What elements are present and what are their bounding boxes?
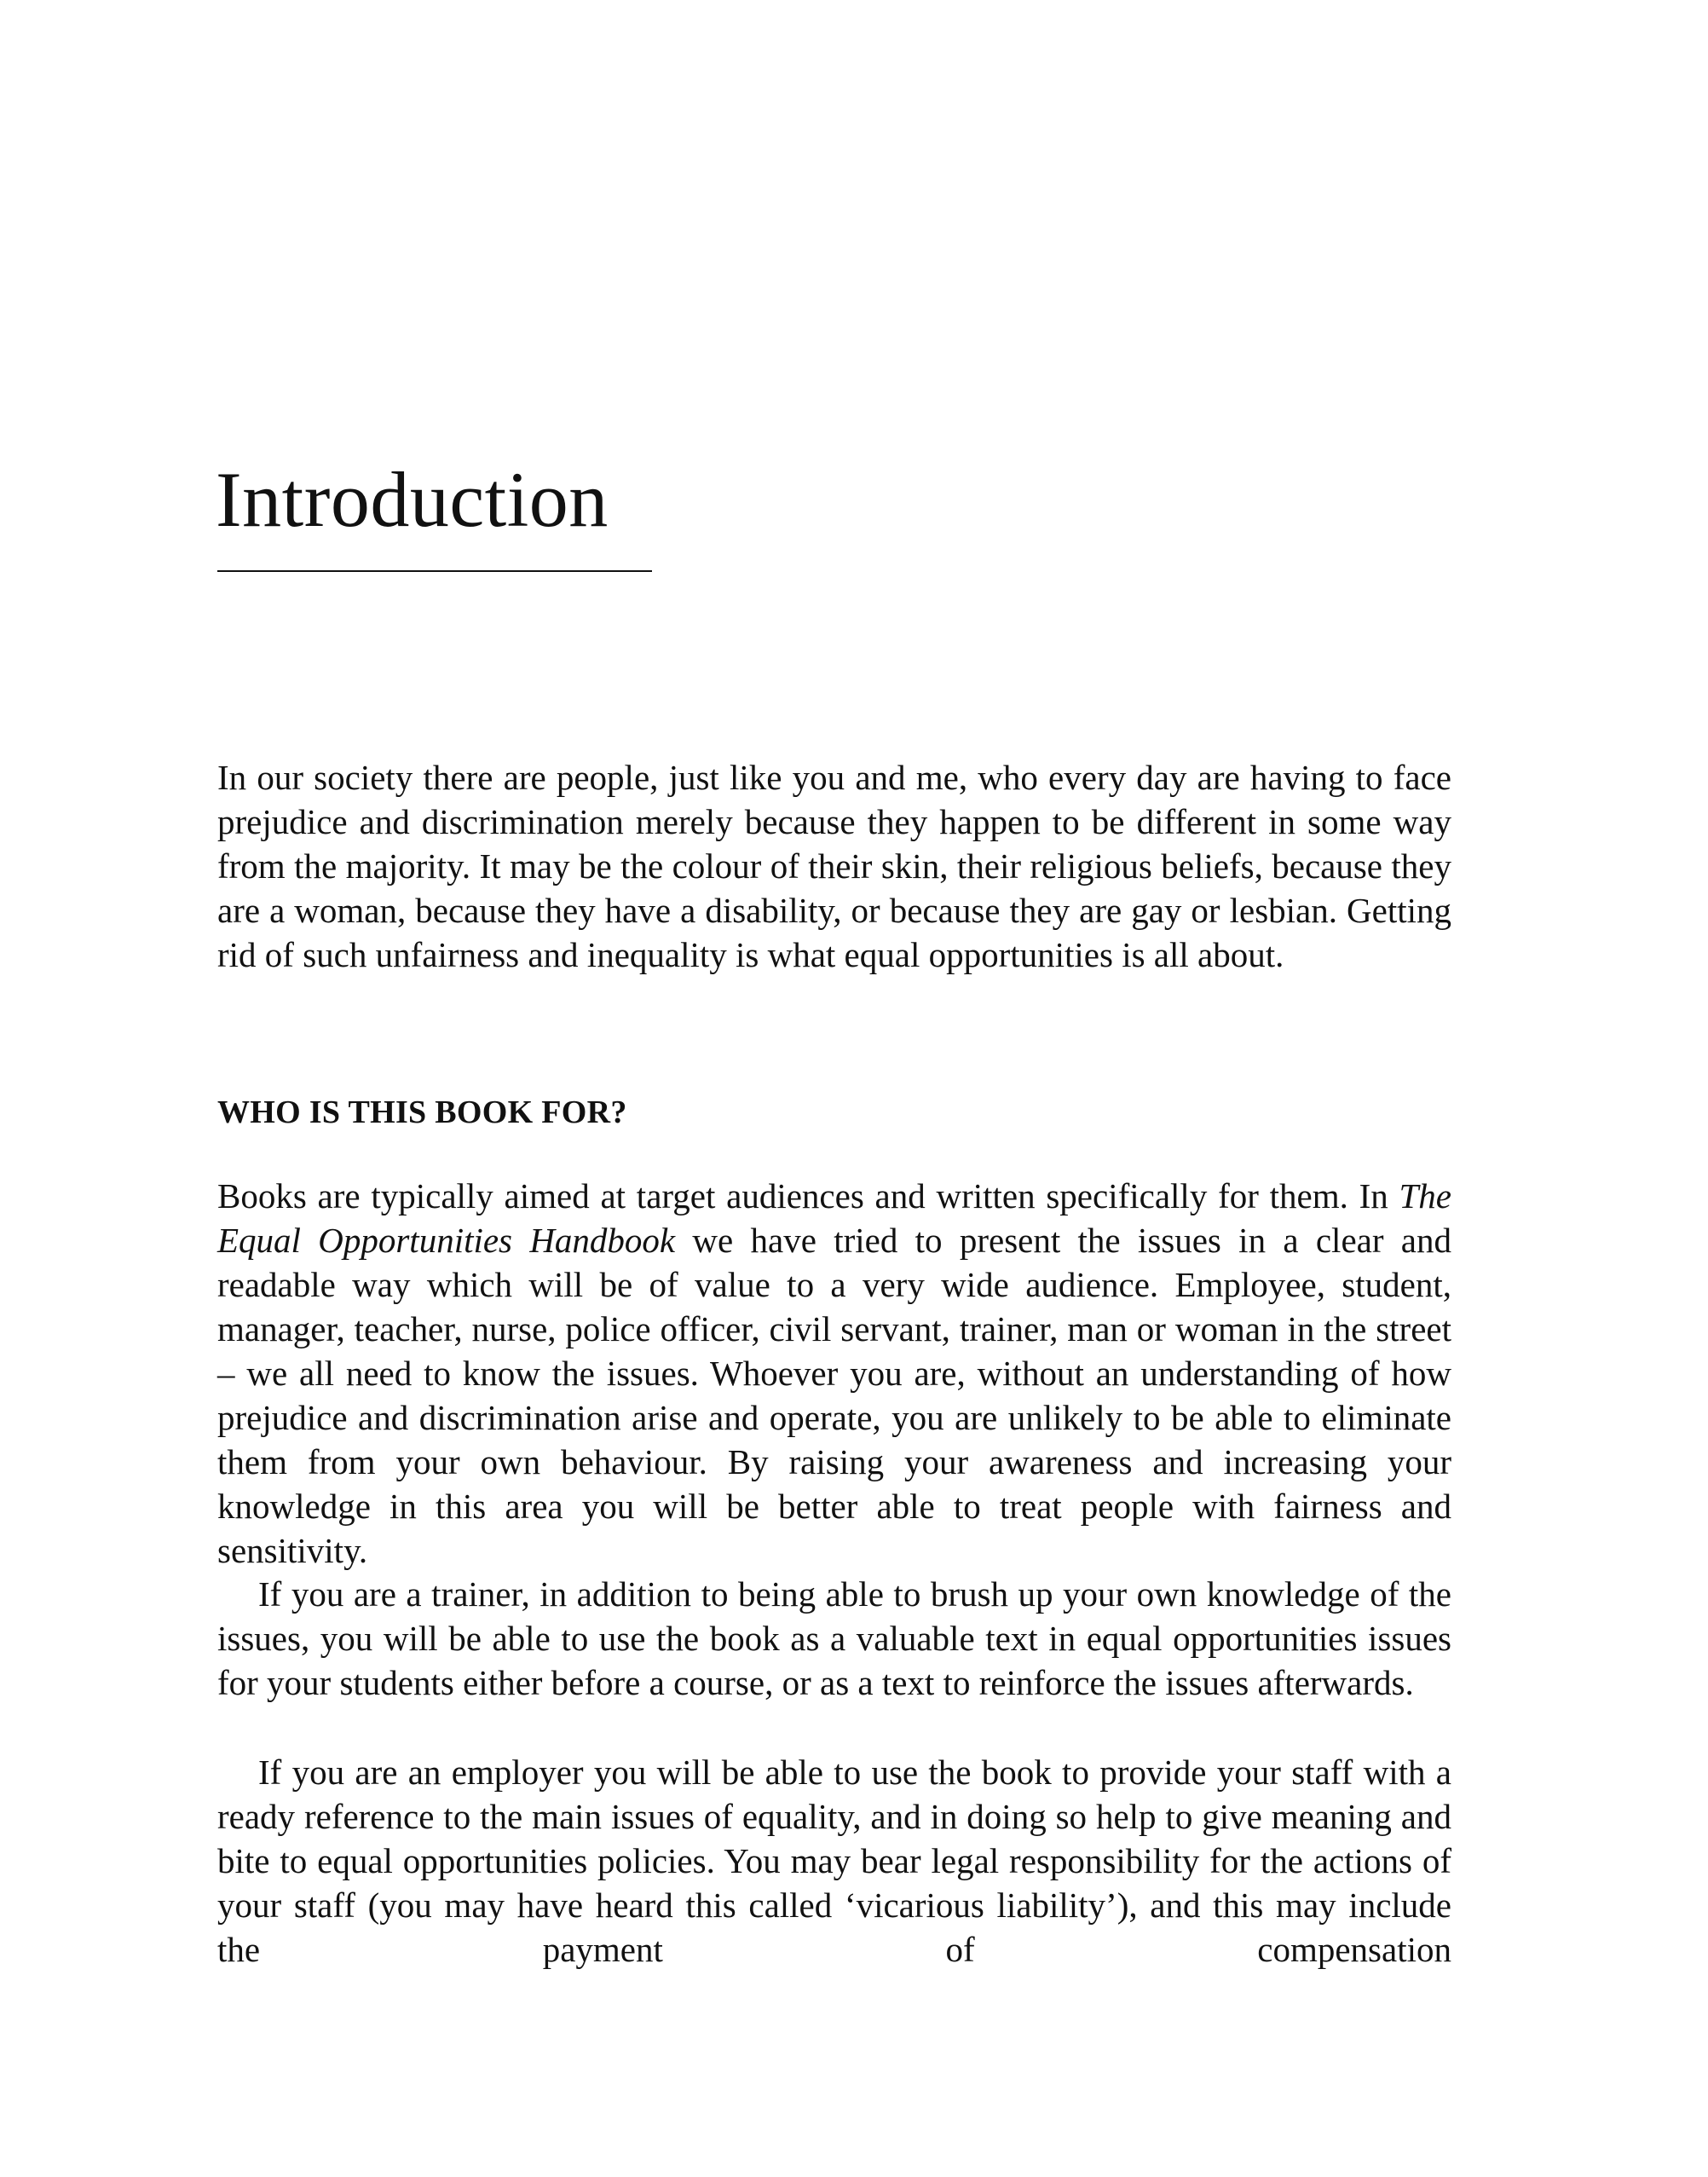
book-title-italic: The Equal Opportunities Handbook xyxy=(217,1176,1451,1260)
audience-paragraph xyxy=(217,1174,1451,1573)
trainer-paragraph: If you are a trainer, in addition to being able to brush up your own knowledge of the issues, you will be able to use the book as a valuable text in equal opportunities issues for your students either before a course, or as a text to reinforce the issues afterwards. xyxy=(217,1574,1451,1702)
employer-paragraph: If you are an employer you will be able to use the book to provide your staff with a ready reference to the main issues of equality, and in doing so help to give meaning and bite to equal opportunities policies. You may bear legal responsibility for the actions of your staff (you may have heard this called ‘vicarious liability’), and this may include the payment of compensation xyxy=(217,1753,1451,1969)
section-heading: WHO IS THIS BOOK FOR? xyxy=(217,1094,627,1130)
title-underline-rule xyxy=(217,570,652,572)
audience-paragraph-lead: Books are typically aimed at target audiences and written specifically for them. In xyxy=(217,1176,1399,1216)
intro-paragraph: In our society there are people, just like you and me, who every day are having to face prejudice and discrimination merely because they happen to be different in some way from the majority. It may be the colour of their skin, their religious beliefs, because they are a woman, because they have a disability, or because they are gay or lesbian. Getting rid of such unfairness and inequality is what equal opportunities is all about. xyxy=(217,758,1451,974)
chapter-title: Introduction xyxy=(216,456,609,543)
audience-paragraph-rest: we have tried to present the issues in a clear and readable way which will be of value to a very wide audience. Employee, student, manager, teacher, nurse, police officer, civil servant, trainer, man or woman in the street – we all need to know the issues. Whoever you are, without an understanding of how prejudice and discrimination arise and operate, you are unlikely to be able to eliminate them from your own behaviour. By raising your awareness and increasing your knowledge in this area you will be better able to treat people with fairness and sensitivity. xyxy=(217,1221,1451,1570)
